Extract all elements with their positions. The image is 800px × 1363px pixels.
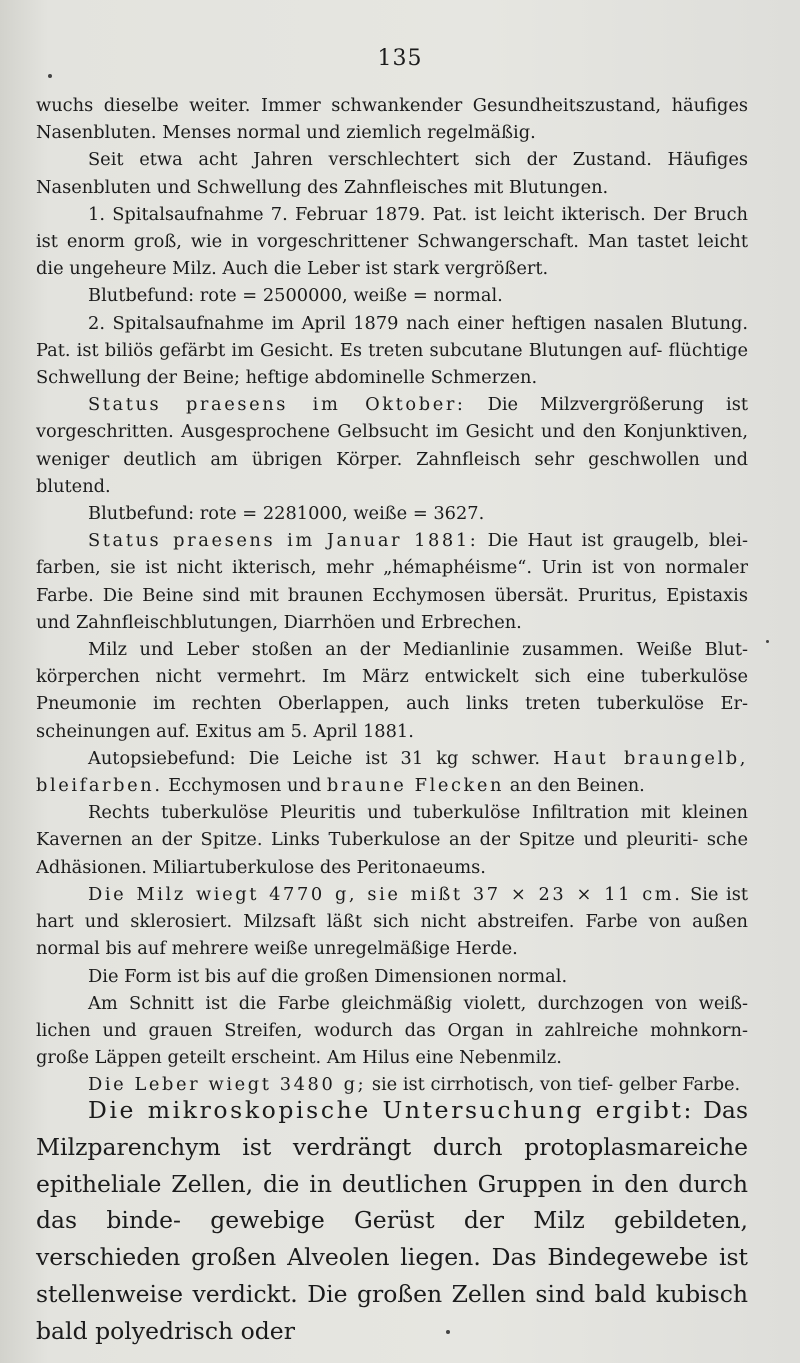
text-run: Die Form ist bis auf die großen Dimensionen normal. bbox=[88, 965, 568, 987]
text-run: Ecchymosen und bbox=[162, 775, 327, 797]
ink-speck bbox=[766, 640, 769, 643]
spaced-text: Status praesens im Januar 1881: bbox=[88, 530, 479, 552]
text-run: Sie ist hart und sklerosiert. Milzsaft läßt sich nicht abstreifen. Farbe von außen normal bis auf mehrere weiße unregelmäßige Herde. bbox=[36, 883, 748, 960]
paragraph bbox=[36, 990, 748, 1072]
page-number: 135 bbox=[377, 46, 423, 71]
text-run: an den Beinen. bbox=[504, 775, 645, 797]
text-run: Blutbefund: rote = 2500000, weiße = normal. bbox=[88, 285, 503, 307]
paragraph bbox=[36, 146, 748, 200]
paragraph bbox=[36, 527, 748, 636]
spaced-text: Die mikroskopische Untersuchung ergibt: bbox=[88, 1096, 695, 1124]
paragraph bbox=[36, 799, 748, 881]
paragraph bbox=[36, 1092, 748, 1350]
large-text-section bbox=[36, 1092, 748, 1350]
ink-speck bbox=[446, 1330, 450, 1334]
text-run: Am Schnitt ist die Farbe gleichmäßig violett, durchzogen von weiß- lichen und grauen Streifen, wodurch das Organ in zahlreiche mohnkorn- große Läppen geteilt erscheint. Am Hilus eine Nebenmilz. bbox=[36, 992, 748, 1069]
text-run: Seit etwa acht Jahren verschlechtert sich der Zustand. Häufiges Nasenbluten und Schwellung des Zahnfleisches mit Blutungen. bbox=[36, 149, 748, 198]
spaced-text: Die Milz wiegt 4770 g, sie mißt 37 × 23 × 11 cm. bbox=[88, 883, 683, 905]
body-text bbox=[36, 92, 748, 1099]
text-run: wuchs dieselbe weiter. Immer schwankender Gesundheitszustand, häufiges Nasenbluten. Menses normal und ziemlich regelmäßig. bbox=[36, 95, 748, 144]
text-run: Die Milzvergrößerung ist vorgeschritten. Ausgesprochene Gelbsucht im Gesicht und den Konjunktiven, weniger deutlich am übrigen Körper. Zahnfleisch sehr geschwollen und blutend. bbox=[36, 394, 749, 497]
spaced-text: Haut braungelb, bleifarben. bbox=[36, 747, 749, 797]
paragraph bbox=[36, 201, 748, 283]
text-run: 2. Spitalsaufnahme im April 1879 nach einer heftigen nasalen Blutung. Pat. ist biliös gefärbt im Gesicht. Es treten subcutane Blutungen auf- flüchtige Schwellung der Beine; heftige abdominelle Schmerzen. bbox=[36, 312, 748, 389]
text-run: Rechts tuberkulöse Pleuritis und tuberkulöse Infiltration mit kleinen Kavernen an der Spitze. Links Tuberkulose an der Spitze und pleuriti- sche Adhäsionen. Miliartuberkulose des Peritonaeums. bbox=[36, 802, 748, 878]
ink-speck bbox=[48, 74, 52, 78]
spaced-text: braune Flecken bbox=[326, 775, 505, 797]
text-run: Milz und Leber stoßen an der Medianlinie zusammen. Weiße Blut- körperchen nicht vermehrt. Im März entwickelt sich eine tuberkulöse Pneumonie im rechten Oberlappen, auch links treten tuberkulöse Er- scheinungen auf. Exitus am 5. April 1881. bbox=[36, 639, 748, 742]
paragraph bbox=[36, 745, 748, 799]
paragraph bbox=[36, 881, 748, 963]
paragraph bbox=[36, 92, 748, 146]
text-run: Das Milzparenchym ist verdrängt durch protoplasmareiche epitheliale Zellen, die in deutlichen Gruppen in den durch das binde- gewebige Gerüst der Milz gebildeten, verschieden großen Alveolen liegen. Das Bindegewebe ist stellenweise verdickt. Die großen Zellen sind bald kubisch bald polyedrisch oder bbox=[36, 1096, 748, 1345]
paragraph bbox=[36, 310, 748, 392]
text-run: Autopsiebefund: Die Leiche ist 31 kg schwer. bbox=[88, 747, 554, 769]
paragraph bbox=[36, 391, 748, 500]
paragraph bbox=[36, 500, 748, 527]
spaced-text: Die Leber wiegt 3480 g; bbox=[88, 1074, 367, 1096]
text-run: Blutbefund: rote = 2281000, weiße = 3627. bbox=[88, 503, 485, 525]
paragraph bbox=[36, 636, 748, 745]
spaced-text: Status praesens im Oktober: bbox=[88, 394, 466, 416]
paragraph bbox=[36, 963, 748, 990]
text-run: Die Haut ist graugelb, blei- farben, sie ist nicht ikterisch, mehr „hémaphéisme“. Urin ist von normaler Farbe. Die Beine sind mit braunen Ecchymosen übersät. Pruritus, Epistaxis und Zahnfleischblutungen, Diarrhöen und Erbrechen. bbox=[36, 530, 748, 633]
paragraph bbox=[36, 282, 748, 309]
text-run: sie ist cirrhotisch, von tief- gelber Farbe. bbox=[366, 1074, 741, 1096]
text-run: 1. Spitalsaufnahme 7. Februar 1879. Pat. ist leicht ikterisch. Der Bruch ist enorm groß, wie in vorgeschrittener Schwangerschaft. Man tastet leicht die ungeheure Milz. Auch die Leber ist stark vergrößert. bbox=[36, 203, 748, 280]
